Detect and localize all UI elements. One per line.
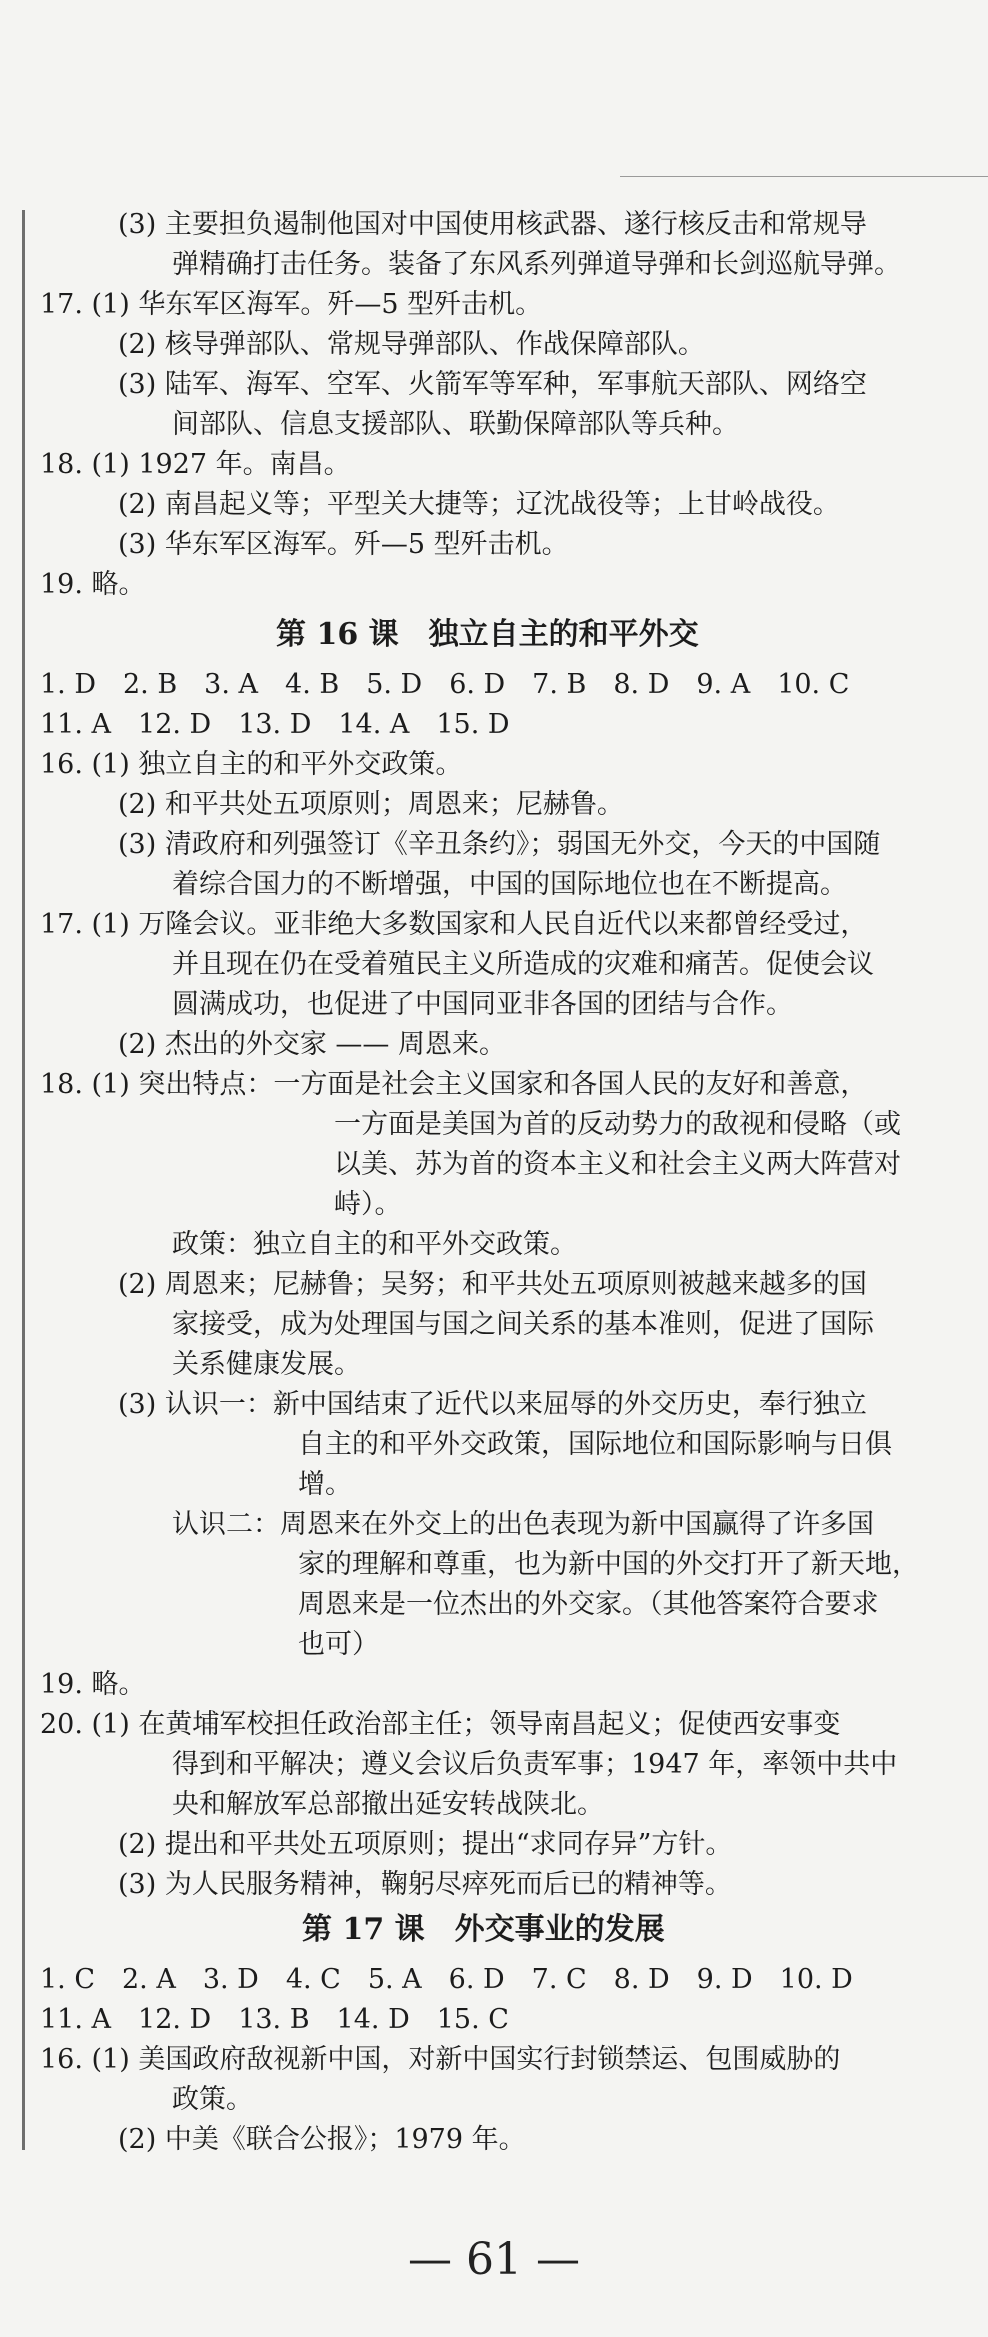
text-line: 16. (1) 美国政府敌视新中国，对新中国实行封锁禁运、包围威胁的	[40, 2044, 841, 2075]
text-line: (2) 周恩来；尼赫鲁；吴努；和平共处五项原则被越来越多的国	[118, 1269, 867, 1300]
text-line: (2) 中美《联合公报》；1979 年。	[118, 2124, 526, 2155]
header-rule	[620, 176, 988, 177]
text-line: 11. A 12. D 13. D 14. A 15. D	[40, 709, 510, 740]
text-line: (3) 为人民服务精神，鞠躬尽瘁死而后已的精神等。	[118, 1869, 732, 1900]
text-line: 19. 略。	[40, 569, 146, 600]
text-line: 政策。	[172, 2084, 253, 2115]
text-line: 政策：独立自主的和平外交政策。	[172, 1229, 577, 1260]
text-line: 间部队、信息支援部队、联勤保障部队等兵种。	[172, 409, 739, 440]
text-line: 增。	[298, 1469, 352, 1500]
text-line: 1. D 2. B 3. A 4. B 5. D 6. D 7. B 8. D 9. A 10. C	[40, 669, 850, 700]
text-line: 自主的和平外交政策，国际地位和国际影响与日俱	[298, 1429, 892, 1460]
lesson-heading: 第 16 课 独立自主的和平外交	[276, 617, 699, 652]
text-line: 16. (1) 独立自主的和平外交政策。	[40, 749, 463, 780]
text-line: 也可）	[298, 1629, 379, 1660]
text-line: 以美、苏为首的资本主义和社会主义两大阵营对	[334, 1149, 901, 1180]
text-line: 央和解放军总部撤出延安转战陕北。	[172, 1789, 604, 1820]
text-line: 圆满成功，也促进了中国同亚非各国的团结与合作。	[172, 989, 793, 1020]
page-number: — 61 —	[408, 2234, 580, 2285]
text-line: (2) 核导弹部队、常规导弹部队、作战保障部队。	[118, 329, 705, 360]
text-line: (3) 认识一：新中国结束了近代以来屈辱的外交历史，奉行独立	[118, 1389, 867, 1420]
text-line: (2) 和平共处五项原则；周恩来；尼赫鲁。	[118, 789, 624, 820]
margin-rule	[22, 210, 25, 2150]
text-line: 20. (1) 在黄埔军校担任政治部主任；领导南昌起义；促使西安事变	[40, 1709, 841, 1740]
text-line: 17. (1) 万隆会议。亚非绝大多数国家和人民自近代以来都曾经受过，	[40, 909, 868, 940]
text-line: 弹精确打击任务。装备了东风系列弹道导弹和长剑巡航导弹。	[172, 249, 901, 280]
text-line: 家接受，成为处理国与国之间关系的基本准则，促进了国际	[172, 1309, 874, 1340]
text-line: 11. A 12. D 13. B 14. D 15. C	[40, 2004, 509, 2035]
text-line: (3) 清政府和列强签订《辛丑条约》；弱国无外交，今天的中国随	[118, 829, 881, 860]
text-line: 得到和平解决；遵义会议后负责军事；1947 年，率领中共中	[172, 1749, 898, 1780]
text-line: 关系健康发展。	[172, 1349, 361, 1380]
text-line: (3) 主要担负遏制他国对中国使用核武器、遂行核反击和常规导	[118, 209, 867, 240]
text-line: 并且现在仍在受着殖民主义所造成的灾难和痛苦。促使会议	[172, 949, 874, 980]
text-line: (2) 提出和平共处五项原则；提出“求同存异”方针。	[118, 1829, 733, 1860]
text-line: 17. (1) 华东军区海军。歼—5 型歼击机。	[40, 289, 543, 320]
text-line: (2) 杰出的外交家 —— 周恩来。	[118, 1029, 506, 1060]
lesson-heading: 第 17 课 外交事业的发展	[302, 1912, 665, 1947]
text-line: 19. 略。	[40, 1669, 146, 1700]
text-line: (3) 陆军、海军、空军、火箭军等军种，军事航天部队、网络空	[118, 369, 867, 400]
text-line: (3) 华东军区海军。歼—5 型歼击机。	[118, 529, 569, 560]
text-line: 认识二：周恩来在外交上的出色表现为新中国赢得了许多国	[172, 1509, 874, 1540]
text-line: 峙）。	[334, 1189, 402, 1220]
text-line: 周恩来是一位杰出的外交家。（其他答案符合要求	[298, 1589, 879, 1620]
text-line: 1. C 2. A 3. D 4. C 5. A 6. D 7. C 8. D 9. D 10. D	[40, 1964, 853, 1995]
text-line: (2) 南昌起义等；平型关大捷等；辽沈战役等；上甘岭战役。	[118, 489, 840, 520]
text-line: 着综合国力的不断增强，中国的国际地位也在不断提高。	[172, 869, 847, 900]
text-line: 家的理解和尊重，也为新中国的外交打开了新天地，	[298, 1549, 919, 1580]
text-line: 18. (1) 突出特点：一方面是社会主义国家和各国人民的友好和善意，	[40, 1069, 868, 1100]
text-line: 18. (1) 1927 年。南昌。	[40, 449, 351, 480]
text-line: 一方面是美国为首的反动势力的敌视和侵略（或	[334, 1109, 901, 1140]
